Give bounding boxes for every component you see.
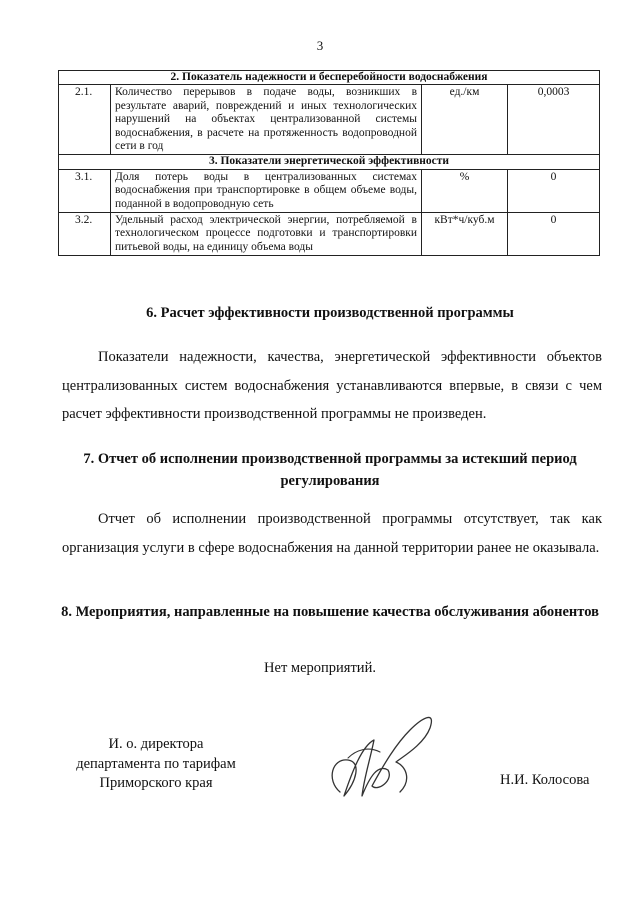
section8-heading: 8. Мероприятия, направленные на повышение качества обслуживания абонентов — [61, 604, 599, 620]
table-section-row — [59, 155, 600, 169]
row-value: 0,0003 — [508, 85, 600, 155]
table-section-row — [59, 71, 600, 85]
signatory-position — [66, 735, 246, 794]
section6-heading: 6. Расчет эффективности производственной программы — [146, 305, 514, 321]
signatory-name: Н.И. Колосова — [500, 772, 590, 788]
row-unit: кВт*ч/куб.м — [422, 213, 508, 256]
page-number: 3 — [316, 38, 324, 53]
table-section-title: 2. Показатель надежности и бесперебойности водоснабжения — [59, 71, 600, 85]
row-number: 3.2. — [59, 213, 111, 256]
table-row — [59, 213, 600, 256]
signatory-position-line: департамента по тарифам — [76, 755, 236, 772]
row-description: Доля потерь воды в централизованных системах водоснабжения при транспортировке в общем объеме воды, поданной в водопроводную сеть — [111, 169, 422, 212]
row-value: 0 — [508, 169, 600, 212]
row-value: 0 — [508, 213, 600, 256]
row-unit: % — [422, 169, 508, 212]
table-section-title: 3. Показатели энергетической эффективности — [59, 155, 600, 169]
table-row — [59, 85, 600, 155]
indicators-table — [58, 70, 600, 256]
handwritten-signature — [318, 700, 448, 810]
row-number: 2.1. — [59, 85, 111, 155]
section6-text — [62, 343, 602, 429]
section8-text: Нет мероприятий. — [264, 660, 376, 676]
signatory-position-line: Приморского края — [99, 775, 213, 791]
row-description: Удельный расход электрической энергии, потребляемой в технологическом процессе подготовки и транспортировки питьевой воды, на единицу объема воды — [111, 213, 422, 256]
row-unit: ед./км — [422, 85, 508, 155]
signatory-position-line: И. о. директора — [108, 736, 204, 752]
section7-text — [62, 505, 602, 562]
section7-text-content: Отчет об исполнении производственной программы отсутствует, так как организация услуги в сфере водоснабжения на данной территории ранее не оказывала. — [62, 511, 602, 556]
row-description: Количество перерывов в подаче воды, возникших в результате аварий, повреждений и иных технологических нарушений на объектах централизованной системы водоснабжения, в расчете на протяженность водопроводной сети в год — [111, 85, 422, 155]
table-row — [59, 169, 600, 212]
section7-heading: 7. Отчет об исполнении производственной программы за истекший период регулирования — [83, 451, 577, 489]
row-number: 3.1. — [59, 169, 111, 212]
section6-text-content: Показатели надежности, качества, энергетической эффективности объектов централизованных систем водоснабжения устанавливаются впервые, в связи с чем расчет эффективности производственной программы не произведен. — [62, 349, 602, 422]
